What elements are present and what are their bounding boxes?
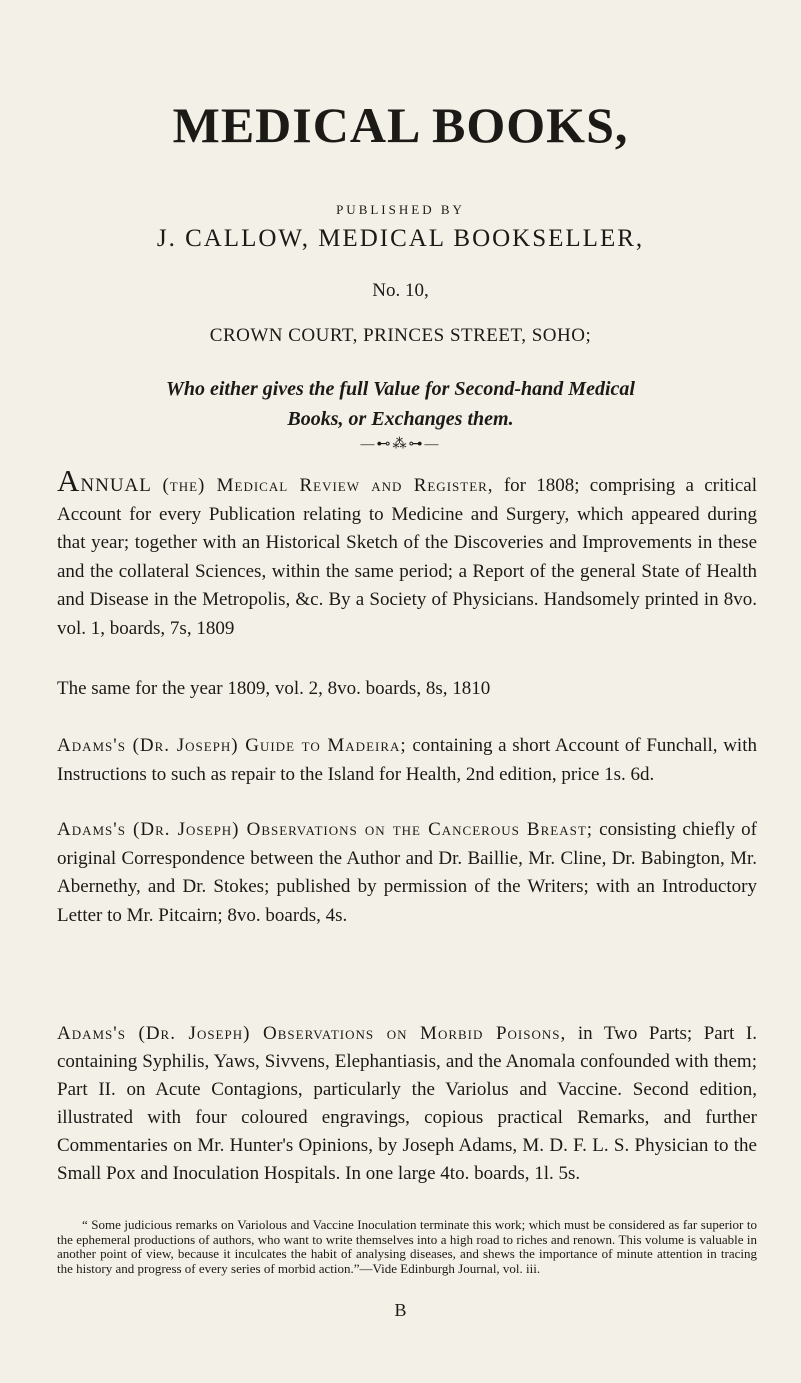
entry-text: containing a short Account of Funchall, with Instructions to such as repair to the Island for Health, 2nd edition, price 1s. 6d. <box>57 735 757 785</box>
tagline-line-2: Books, or Exchanges them. <box>287 408 514 430</box>
tagline-line-1: Who either gives the full Value for Second-hand Medical <box>166 378 635 400</box>
ornament-divider: —⊷⁂⊶— <box>360 437 441 452</box>
entry-text: for 1808; comprising a critical Account for every Publication relating to Medicine and Surgery, which appeared during that year; together with an Historical Sketch of the Discoveries and Improvements in these and the collateral Sciences, within the same period; a Report of the general State of Health and Disease in the Metropolis, &c. By a Society of Physicians. Handsomely printed in 8vo. vol. 1, boards, 7s, 1809 <box>57 475 757 639</box>
published-by-line: PUBLISHED BY <box>336 202 465 217</box>
signature-mark: B <box>394 1300 407 1320</box>
entry-text: in Two Parts; Part I. containing Syphilis, Yaws, Sivvens, Elephantiasis, and the Anomala confounded with them; Part II. on Acute Contagions, particularly the Variolus and Vaccine. Second edition, illustrated with four coloured engravings, copious practical Remarks, and further Commentaries on Mr. Hunter's Opinions, by Joseph Adams, M. D. F. L. S. Physician to the Small Pox and Inoculation Hospitals. In one large 4to. boards, 1l. 5s. <box>57 1023 757 1184</box>
review-quote: “ Some judicious remarks on Variolous and Vaccine Inoculation terminate this work; which must be considered as far superior to the ephemeral productions of authors, who want to write themselves into a high road to riches and renown. This volume is valuable in another point of view, because it inculcates the habit of analysing diseases, and shews the importance of minute attention in tracing the history and progress of every series of morbid action.”—Vide Edinburgh Journal, vol. iii. <box>57 1217 757 1276</box>
entry-heading: ANNUAL (the) Medical Review and Register, <box>57 463 494 498</box>
entry-same-year <box>57 675 757 704</box>
bookseller-name: J. CALLOW, MEDICAL BOOKSELLER, <box>156 225 645 252</box>
tagline <box>0 374 801 434</box>
entry-cancerous-breast <box>57 816 757 930</box>
drop-cap: A <box>57 463 81 498</box>
address-number: No. 10, <box>372 280 429 301</box>
entry-text: The same for the year 1809, vol. 2, 8vo. boards, 8s, 1810 <box>57 678 491 699</box>
entry-text: consisting chiefly of original Correspondence between the Author and Dr. Baillie, Mr. Cline, Dr. Babington, Mr. Abernethy, and Dr. Stokes; published by permission of the Writers; with an Introductory Letter to Mr. Pitcairn; 8vo. boards, 4s. <box>57 819 758 926</box>
entry-annual-review <box>57 465 757 643</box>
entry-morbid-poisons <box>57 1020 757 1188</box>
entry-guide-to-madeira <box>57 732 757 789</box>
page-title: MEDICAL BOOKS, <box>172 97 629 153</box>
address-line: CROWN COURT, PRINCES STREET, SOHO; <box>209 325 592 346</box>
entry-heading: Adams's (Dr. Joseph) Guide to Madeira; <box>57 735 407 756</box>
entry-heading: Adams's (Dr. Joseph) Observations on the Cancerous Breast; <box>57 819 594 840</box>
entry-heading: Adams's (Dr. Joseph) Observations on Morbid Poisons, <box>57 1023 567 1044</box>
